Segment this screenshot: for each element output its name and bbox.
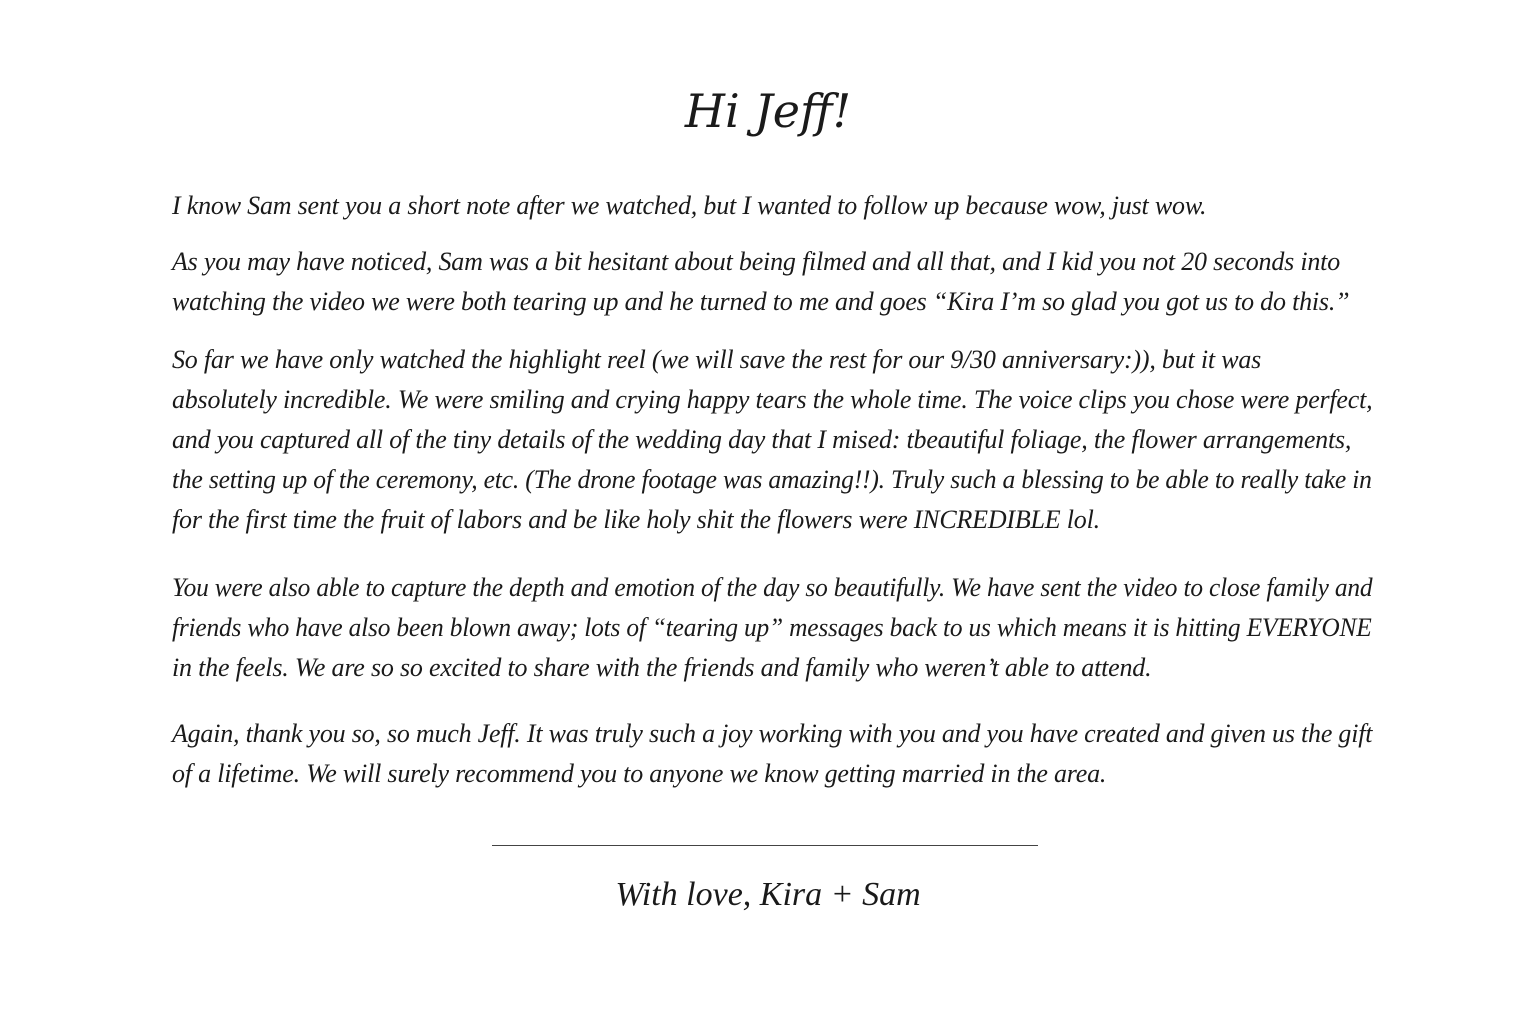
- paragraph-4: [172, 568, 1372, 688]
- paragraph-line: I know Sam sent you a short note after we watched, but I wanted to follow up because wow, just wow.: [172, 191, 1207, 220]
- paragraph-line: As you may have noticed, Sam was a bit hesitant about being filmed and all that, and I kid you not 20 seconds into: [172, 247, 1340, 276]
- paragraph-3: [172, 340, 1372, 540]
- paragraph-line: So far we have only watched the highlight reel (we will save the rest for our 9/30 anniversary:)), but it was: [172, 345, 1262, 374]
- greeting-heading: Hi Jeff!: [684, 84, 852, 138]
- paragraph-line: the setting up of the ceremony, etc. (The drone footage was amazing!!). Truly such a blessing to be able to really take in: [172, 465, 1372, 494]
- paragraph-line: friends who have also been blown away; lots of “tearing up” messages back to us which means it is hitting EVERYONE: [172, 613, 1372, 642]
- paragraph-line: You were also able to capture the depth and emotion of the day so beautifully. We have sent the video to close family and: [172, 573, 1373, 602]
- signature-divider: [492, 845, 1038, 846]
- paragraph-line: and you captured all of the tiny details of the wedding day that I mised: tbeautiful foliage, the flower arrangements,: [172, 425, 1352, 454]
- paragraph-line: absolutely incredible. We were smiling and crying happy tears the whole time. The voice clips you chose were perfect,: [172, 385, 1373, 414]
- letter-body: [172, 186, 1372, 794]
- paragraph-2: [172, 242, 1372, 322]
- paragraph-line: Again, thank you so, so much Jeff. It was truly such a joy working with you and you have created and given us the gift: [172, 719, 1373, 748]
- paragraph-1: [172, 186, 1372, 226]
- paragraph-line: watching the video we were both tearing up and he turned to me and goes “Kira I’m so glad you got us to do this.”: [172, 287, 1350, 316]
- paragraph-5: [172, 714, 1372, 794]
- paragraph-line: in the feels. We are so so excited to share with the friends and family who weren’t able to attend.: [172, 653, 1152, 682]
- paragraph-line: for the first time the fruit of labors and be like holy shit the flowers were INCREDIBLE lol.: [172, 505, 1100, 534]
- signoff-text: With love, Kira + Sam: [615, 876, 921, 913]
- paragraph-line: of a lifetime. We will surely recommend you to anyone we know getting married in the area.: [172, 759, 1107, 788]
